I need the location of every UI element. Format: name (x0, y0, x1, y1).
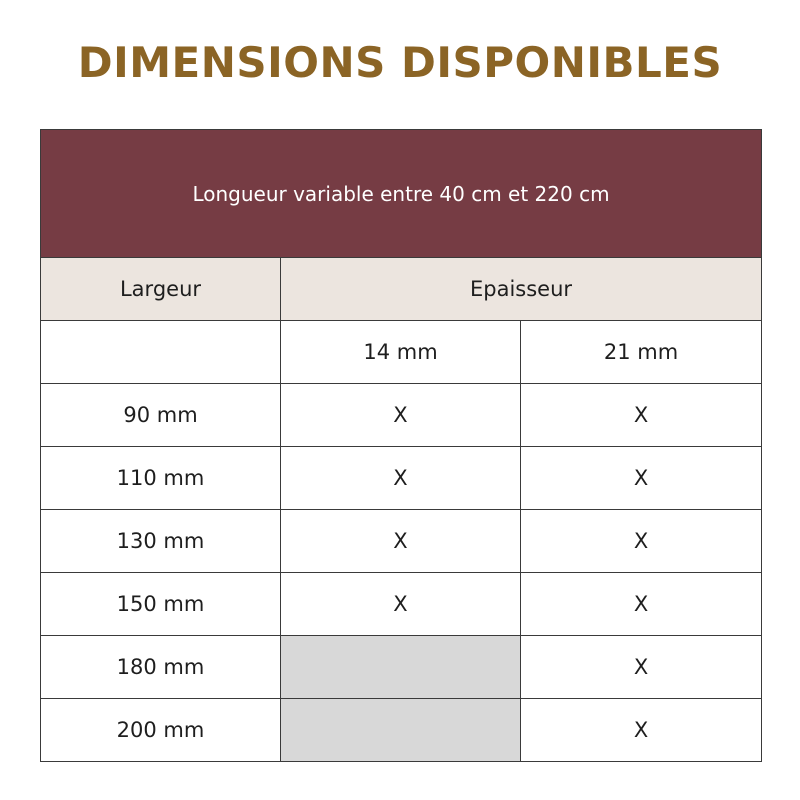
empty-corner-cell (41, 321, 281, 384)
header-row (41, 258, 762, 321)
availability-cell: X (281, 573, 521, 636)
unavailable-cell (281, 699, 521, 762)
availability-cell: X (521, 573, 762, 636)
thickness-14-header: 14 mm (281, 321, 521, 384)
width-header: Largeur (41, 258, 281, 321)
table-row (41, 384, 762, 447)
table-row (41, 447, 762, 510)
availability-cell: X (281, 384, 521, 447)
thickness-header: Epaisseur (281, 258, 762, 321)
table-row (41, 573, 762, 636)
availability-cell: X (521, 510, 762, 573)
table-row (41, 699, 762, 762)
width-cell: 200 mm (41, 699, 281, 762)
width-cell: 90 mm (41, 384, 281, 447)
availability-cell: X (521, 636, 762, 699)
thickness-row (41, 321, 762, 384)
table-row (41, 636, 762, 699)
unavailable-cell (281, 636, 521, 699)
table-row (41, 510, 762, 573)
page-title: DIMENSIONS DISPONIBLES (77, 38, 723, 87)
thickness-21-header: 21 mm (521, 321, 762, 384)
width-cell: 110 mm (41, 447, 281, 510)
availability-cell: X (521, 384, 762, 447)
availability-cell: X (281, 510, 521, 573)
width-cell: 180 mm (41, 636, 281, 699)
dimensions-table (40, 129, 762, 762)
availability-cell: X (521, 699, 762, 762)
availability-cell: X (281, 447, 521, 510)
availability-cell: X (521, 447, 762, 510)
width-cell: 150 mm (41, 573, 281, 636)
length-banner: Longueur variable entre 40 cm et 220 cm (41, 130, 762, 258)
width-cell: 130 mm (41, 510, 281, 573)
banner-row (41, 130, 762, 258)
